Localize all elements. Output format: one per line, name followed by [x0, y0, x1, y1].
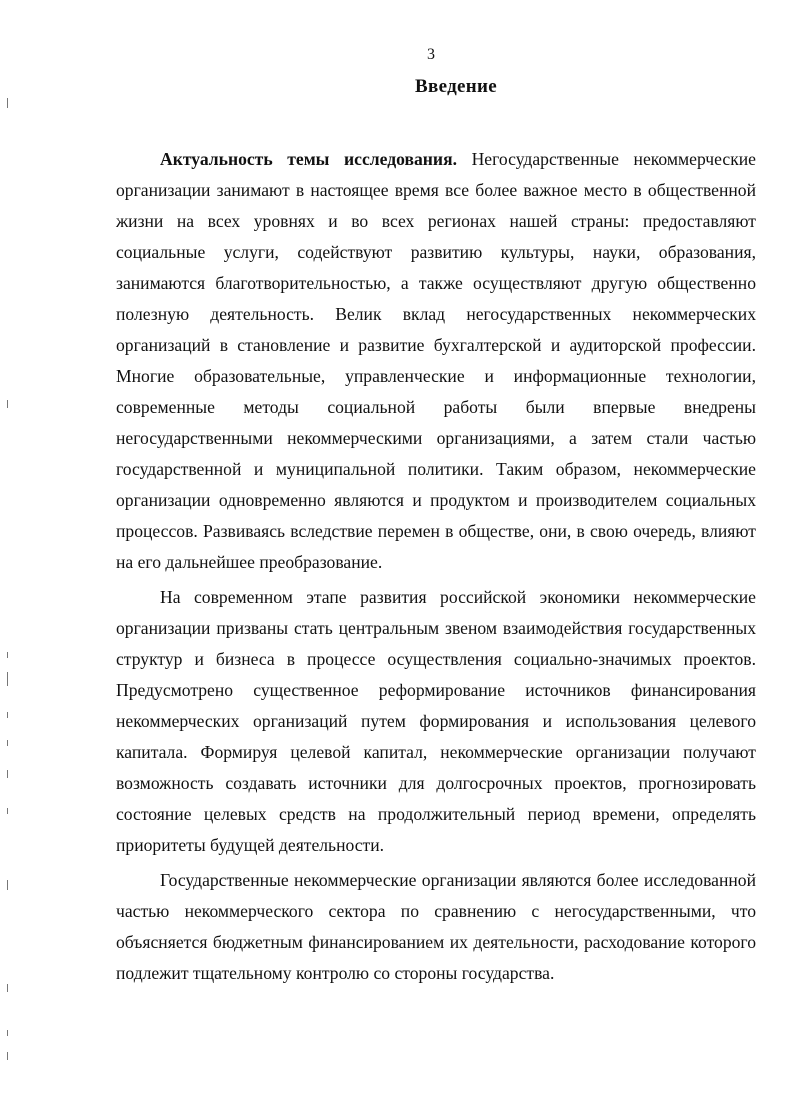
- scan-mark: [7, 652, 8, 658]
- scan-mark: [7, 400, 8, 408]
- paragraph-state-organizations: Государственные некоммерческие организации являются более исследованной частью некоммерческого сектора по сравнению с негосударственными, что объясняется бюджетным финансированием их деятельности, расходование которого подлежит тщательному контролю со стороны государства.: [116, 870, 756, 983]
- paragraph-text: Негосударственные некоммерческие организации занимают в настоящее время все более важное место в общественной жизни на всех уровнях и во всех регионах нашей страны: предоставляют социальные услуги, содействуют развитию культуры, науки, образования, занимаются благотворительностью, а также осуществляют другую общественно полезную деятельность. Велик вклад негосударственных некоммерческих организаций в становление и развитие бухгалтерской и аудиторской профессии. Многие образовательные, управленческие и информационные технологии, современные методы социальной работы были впервые внедрены негосударственными некоммерческими организациями, а затем стали частью государственной и муниципальной политики. Таким образом, некоммерческие организации одновременно являются и продуктом и производителем социальных процессов. Развиваясь вследствие перемен в обществе, они, в свою очередь, влияют на его дальнейшее преобразование.: [116, 149, 756, 572]
- scan-mark: [7, 712, 8, 718]
- scan-margin-marks: [0, 0, 20, 1096]
- scan-mark: [7, 98, 8, 108]
- paragraph-modern-stage: На современном этапе развития российской экономики некоммерческие организации призваны стать центральным звеном взаимодействия государственных структур и бизнеса в процессе осуществления социально-значимых проектов. Предусмотрено существенное реформирование источников финансирования некоммерческих организаций путем формирования и использования целевого капитала. Формируя целевой капитал, некоммерческие организации получают возможность создавать источники для долгосрочных проектов, прогнозировать состояние целевых средств на продолжительный период времени, определять приоритеты будущей деятельности.: [116, 587, 756, 855]
- page-title: Введение: [415, 76, 497, 97]
- scan-mark: [7, 808, 8, 814]
- scan-mark: [7, 740, 8, 746]
- scan-mark: [7, 1030, 8, 1036]
- scan-mark: [7, 770, 8, 778]
- scan-mark: [7, 672, 8, 686]
- paragraph-lead-heading: Актуальность темы исследования.: [160, 149, 457, 169]
- scan-mark: [7, 880, 8, 890]
- paragraph-relevance: [116, 144, 756, 578]
- page-number: 3: [427, 46, 435, 63]
- scan-mark: [7, 1052, 8, 1060]
- body-text: [116, 144, 756, 989]
- scan-mark: [7, 984, 8, 992]
